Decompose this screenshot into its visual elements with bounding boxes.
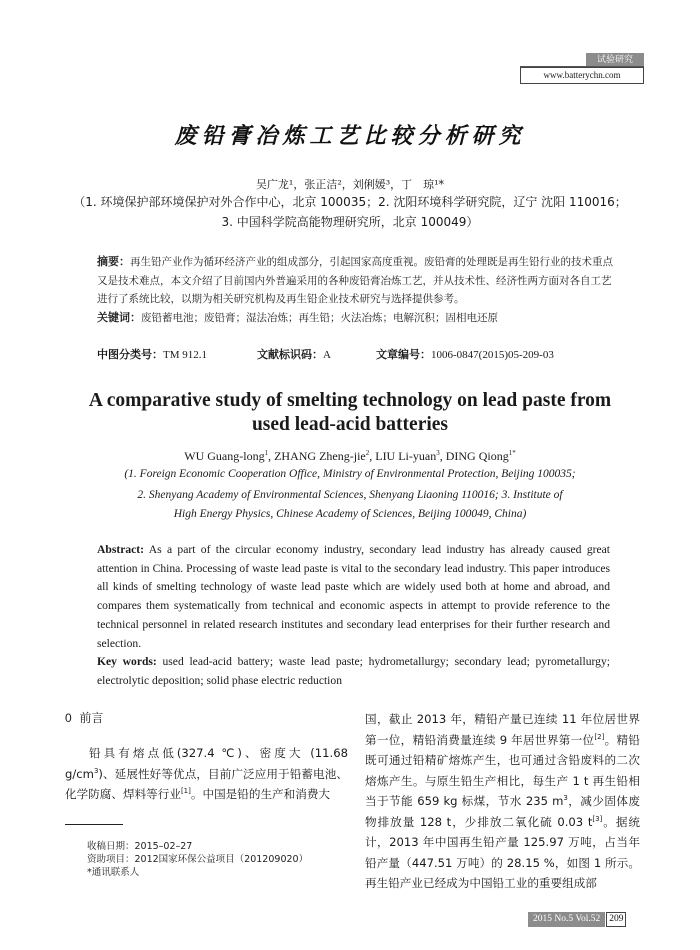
english-title: A comparative study of smelting technology on lead paste from used lead-acid batteries bbox=[88, 390, 612, 435]
footnote-funding: 资助项目：2012国家环保公益项目（201209020） bbox=[87, 854, 309, 865]
footnote-rule bbox=[65, 824, 123, 825]
section-number: 0 bbox=[65, 711, 72, 725]
page-footer bbox=[528, 912, 626, 927]
paragraph-text: 铅具有熔点低(327.4 ℃)、密度大 (11.68 g/cm bbox=[65, 746, 348, 781]
journal-url[interactable]: www.batterychn.com bbox=[520, 67, 644, 84]
en-abstract-text: As a part of the circular economy industry, secondary lead industry has already caused great attention in China. Processing of waste lead paste is vital to the secondary lead industry. This paper introduces all kinds of smelting technology of waste lead paste which are widely used both at home and abroad, and compares them systematically from technical and economic aspects in attempt to provide reference to the technical personnel in related research institutes and secondary lead enterprises for their further research and selection. bbox=[97, 543, 610, 650]
superscript: 3 bbox=[93, 766, 99, 775]
author-name: , DING Qiong bbox=[439, 449, 509, 463]
superscript: 3 bbox=[563, 794, 568, 803]
author-name: WU Guang-long bbox=[184, 449, 265, 463]
paragraph-text: ，减少固体废物排放量 128 t，少排放二氧化硫 0.03 t bbox=[365, 794, 640, 829]
affil-mark: 1* bbox=[508, 449, 516, 457]
article-number-label: 文章编号： bbox=[376, 348, 431, 361]
chinese-affiliation-line-2: 3. 中国科学院高能物理研究所，北京 100049） bbox=[221, 215, 479, 229]
doc-code-value: A bbox=[323, 349, 331, 361]
left-column bbox=[65, 709, 348, 805]
chinese-title: 废铅膏冶炼工艺比较分析研究 bbox=[174, 123, 526, 149]
right-column bbox=[365, 709, 640, 894]
english-affiliation-line-2: 2. Shenyang Academy of Environmental Sciences, Shenyang Liaoning 110016; 3. Institute of bbox=[137, 489, 563, 501]
en-keywords-text: used lead-acid battery; waste lead paste; hydrometallurgy; secondary lead; pyrometallurgy; electrolytic deposition; solid phase electric reduction bbox=[97, 655, 610, 687]
journal-section-tag: 试验研究 bbox=[586, 53, 644, 67]
page-number: 209 bbox=[606, 912, 626, 927]
section-heading bbox=[65, 709, 348, 726]
section-title: 前言 bbox=[79, 711, 104, 725]
article-number-value: 1006-0847(2015)05-209-03 bbox=[431, 349, 554, 361]
abstract-label: 摘要： bbox=[97, 255, 130, 268]
footnote-corresponding: *通讯联系人 bbox=[87, 867, 140, 878]
reference-mark[interactable]: [1] bbox=[180, 787, 191, 796]
affil-mark: 1 bbox=[264, 449, 269, 457]
clc-value: TM 912.1 bbox=[163, 349, 207, 361]
paragraph-text: 。据统计，2013 年中国再生铅产量 125.97 万吨，占当年铅产量（447.51 万吨）的 28.15 %，如图 1 所示。再生铅产业已经成为中国铅工业的重要组成部 bbox=[365, 814, 640, 890]
paragraph-text: 。中国是铅的生产和消费大 bbox=[190, 787, 331, 801]
clc-label: 中图分类号： bbox=[97, 348, 163, 361]
issue-volume: 2015 No.5 Vol.52 bbox=[528, 912, 605, 927]
paragraph-text: 。精铅既可通过铅精矿熔炼产生，也可通过含铅废料的二次熔炼产生。与原生铅生产相比，每生产 1 t 再生铅相当于节能 659 kg 标煤，节水 235 m bbox=[365, 732, 640, 808]
body-paragraph bbox=[65, 743, 348, 805]
author-name: , ZHANG Zheng-jie bbox=[268, 449, 366, 463]
chinese-authors: 吴广龙¹，张正洁²，刘俐媛³，丁 琼¹* bbox=[255, 178, 445, 191]
doc-code-label: 文献标识码： bbox=[257, 348, 323, 361]
classification-row bbox=[97, 346, 617, 362]
reference-mark[interactable]: [2] bbox=[594, 732, 605, 741]
english-affiliation-line-1: (1. Foreign Economic Cooperation Office, Ministry of Environmental Protection, Beijing 100035; bbox=[124, 468, 576, 480]
en-keywords-label: Key words: bbox=[97, 655, 157, 669]
reference-mark[interactable]: [3] bbox=[592, 814, 603, 823]
paragraph-text: )、延展性好等优点，目前广泛应用于铅蓄电池、化学防腐、焊料等行业 bbox=[65, 766, 348, 801]
footnote-received: 收稿日期：2015–02–27 bbox=[87, 841, 193, 852]
affil-mark: 3 bbox=[436, 449, 440, 457]
english-affiliation-line-3: High Energy Physics, Chinese Academy of Sciences, Beijing 100049, China) bbox=[173, 508, 527, 520]
chinese-affiliation-line-1: （1. 环境保护部环境保护对外合作中心，北京 100035；2. 沈阳环境科学研究院，辽宁 沈阳 110016； bbox=[73, 195, 627, 209]
english-abstract bbox=[97, 541, 610, 691]
keywords-label: 关键词： bbox=[97, 310, 141, 324]
paragraph-text: 国，截止 2013 年，精铅产量已连续 11 年位居世界第一位，精铅消费量连续 9 年居世界第一位 bbox=[365, 712, 640, 747]
affil-mark: 2 bbox=[365, 449, 370, 457]
chinese-abstract bbox=[97, 253, 617, 327]
keywords-text: 废铅蓄电池；废铅膏；湿法冶炼；再生铅；火法冶炼；电解沉积；固相电还原 bbox=[141, 311, 498, 324]
en-abstract-label: Abstract: bbox=[97, 543, 145, 556]
abstract-text: 再生铅产业作为循环经济产业的组成部分，引起国家高度重视。废铅膏的处理既是再生铅行业的技术重点又是技术难点，本文介绍了目前国内外普遍采用的各种废铅膏冶炼工艺，并从技术性、经济性两方面对各自工艺进行了系统比较，以期为相关研究机构及再生铅企业技术研究与选择提供参考。 bbox=[97, 256, 613, 305]
english-authors bbox=[0, 449, 700, 464]
author-name: , LIU Li-yuan bbox=[369, 449, 437, 463]
